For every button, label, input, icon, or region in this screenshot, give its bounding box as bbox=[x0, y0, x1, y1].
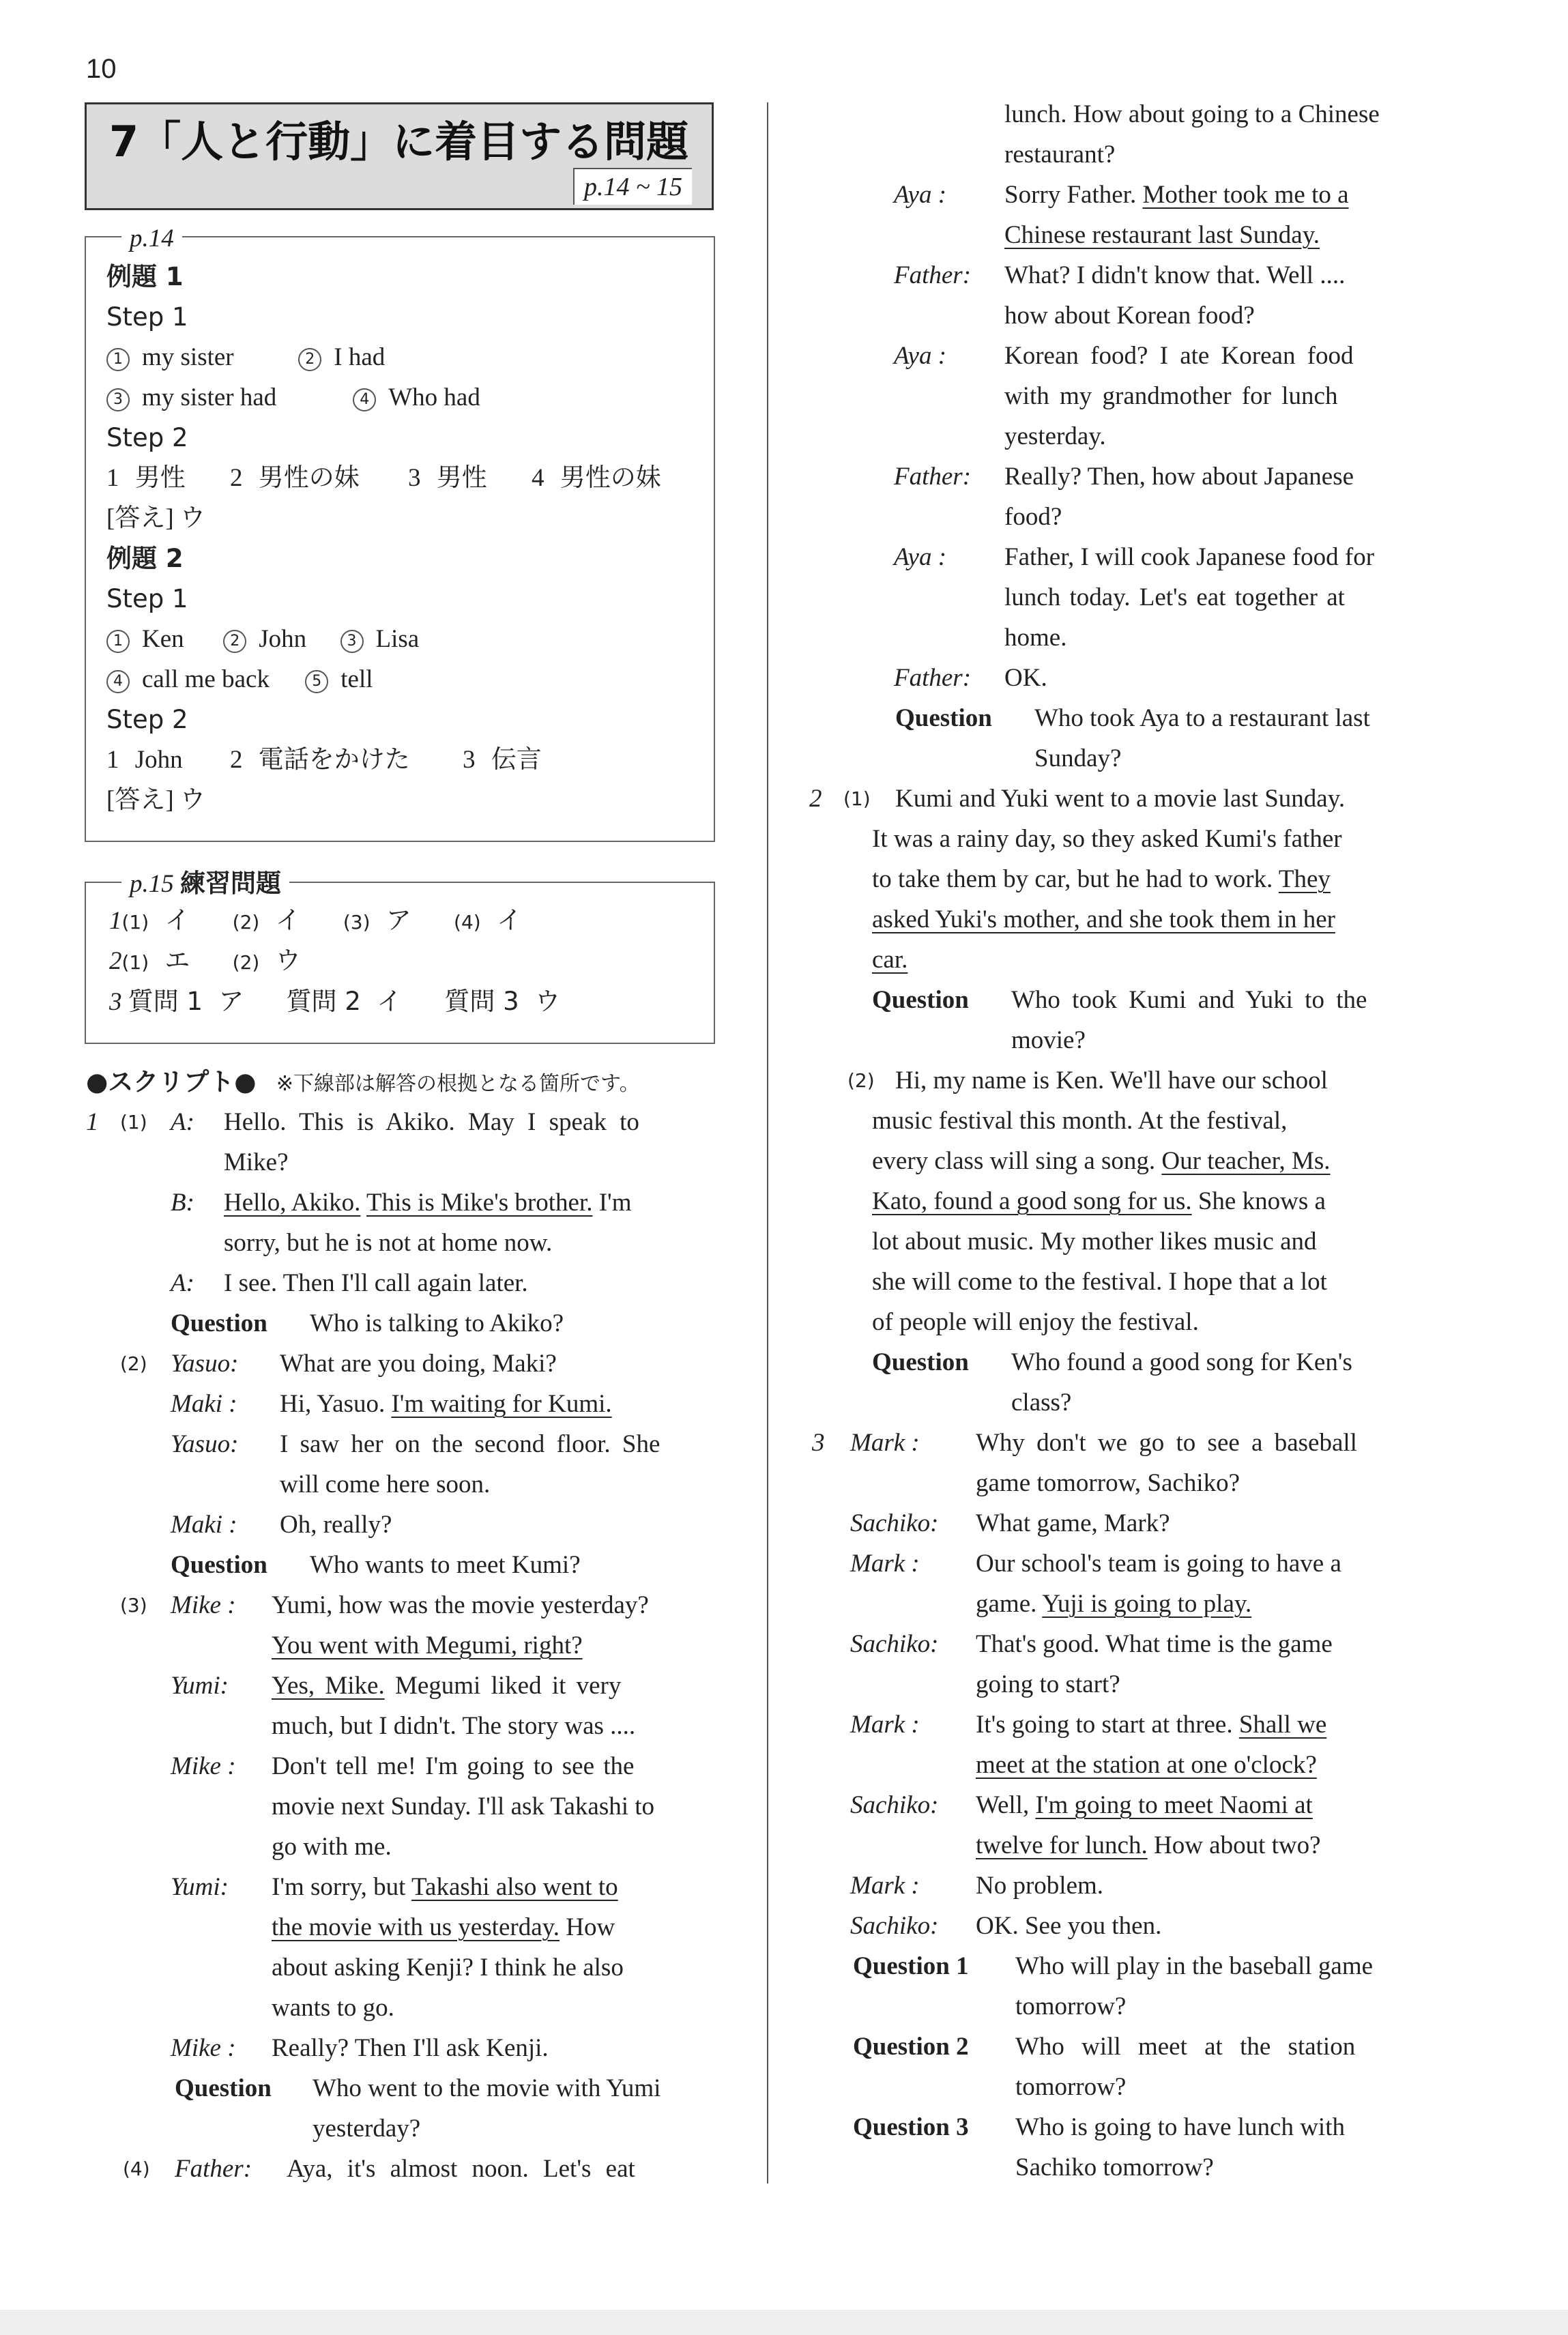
answer-text: イ bbox=[377, 988, 403, 1016]
box-label-page: p.15 bbox=[130, 870, 174, 898]
answer-text: I had bbox=[334, 343, 386, 371]
dialogue-line: Really? Then I'll ask Kenji. bbox=[272, 2034, 549, 2062]
dialogue-line: Aya, it's almost noon. Let's eat bbox=[287, 2155, 635, 2183]
q2-1-sub: (1) bbox=[843, 787, 871, 810]
speaker: Mark : bbox=[850, 1872, 920, 1900]
passage-line: Hi, my name is Ken. We'll have our school bbox=[895, 1067, 1328, 1094]
dialogue-line bbox=[1004, 175, 1349, 215]
passage-line bbox=[872, 1141, 1331, 1181]
answer-text: my sister had bbox=[142, 383, 277, 411]
passage-line: music festival this month. At the festival, bbox=[872, 1107, 1288, 1135]
answer-text: Lisa bbox=[375, 625, 420, 653]
speaker: Mark : bbox=[850, 1711, 920, 1739]
answer-text: 男性 bbox=[134, 464, 186, 492]
answer-text: 電話をかけた bbox=[258, 746, 410, 774]
question-text: class? bbox=[1011, 1389, 1072, 1417]
example-2-step-1: Step 1 bbox=[106, 584, 188, 613]
underlined-evidence: twelve for lunch. bbox=[976, 1831, 1148, 1859]
dialogue-line: food? bbox=[1004, 503, 1062, 531]
circled-number: 5 bbox=[305, 670, 328, 693]
item-number: 1 bbox=[106, 746, 119, 774]
underlined-evidence: Yuji is going to play. bbox=[1042, 1590, 1252, 1618]
speaker: Father: bbox=[894, 664, 972, 692]
item-number: 4 bbox=[532, 464, 545, 492]
question-text: Who took Kumi and Yuki to the bbox=[1011, 986, 1367, 1014]
question-text: Who is talking to Akiko? bbox=[310, 1309, 564, 1337]
underlined-evidence: You went with Megumi, right? bbox=[272, 1631, 583, 1659]
dialogue-line: sorry, but he is not at home now. bbox=[224, 1229, 553, 1257]
dialogue-line bbox=[976, 1705, 1326, 1745]
question-label: Question bbox=[895, 704, 992, 732]
underlined-evidence: meet at the station at one o'clock? bbox=[976, 1751, 1317, 1779]
dialogue-line bbox=[224, 1183, 631, 1223]
example-2-step-1-row-a bbox=[106, 619, 419, 659]
dialogue-line: yesterday. bbox=[1004, 422, 1106, 450]
item-number: 1 bbox=[106, 464, 119, 492]
circled-number: 2 bbox=[298, 348, 321, 371]
dialogue-text: I'm bbox=[598, 1189, 632, 1217]
example-2-title: 例題 2 bbox=[106, 544, 184, 573]
question-label: Question bbox=[171, 1551, 267, 1579]
example-1-step-2: Step 2 bbox=[106, 423, 188, 452]
speaker: Aya : bbox=[894, 342, 947, 370]
passage-text: to take them by car, but he had to work. bbox=[872, 865, 1273, 893]
dialogue-line: Our school's team is going to have a bbox=[976, 1550, 1341, 1578]
dialogue-text: Well, bbox=[976, 1791, 1030, 1819]
speaker: Aya : bbox=[894, 543, 947, 571]
sub-number: (1) bbox=[121, 911, 149, 933]
dialogue-line: OK. See you then. bbox=[976, 1912, 1162, 1940]
column-divider bbox=[767, 102, 768, 2184]
speaker: Yumi: bbox=[171, 1873, 229, 1901]
page-number: 10 bbox=[86, 54, 117, 84]
sub-number: (4) bbox=[454, 911, 481, 933]
speaker: Father: bbox=[894, 463, 972, 491]
dialogue-line bbox=[272, 1666, 621, 1706]
box-label-text: 練習問題 bbox=[180, 869, 281, 898]
question-text: tomorrow? bbox=[1015, 2073, 1127, 2101]
dialogue-line: about asking Kenji? I think he also bbox=[272, 1954, 624, 1982]
underlined-evidence: I'm waiting for Kumi. bbox=[391, 1390, 612, 1418]
speaker: A: bbox=[171, 1108, 194, 1136]
speaker: B: bbox=[171, 1189, 194, 1217]
underlined-evidence: Shall we bbox=[1238, 1711, 1327, 1739]
dialogue-line: Father, I will cook Japanese food for bbox=[1004, 543, 1375, 571]
box-label-p14: p.14 bbox=[121, 218, 182, 259]
question-label: 質問 2 bbox=[286, 987, 361, 1016]
underlined-evidence: asked Yuki's mother, and she took them in her bbox=[872, 905, 1335, 933]
answer-text: ア bbox=[386, 907, 411, 935]
dialogue-line: go with me. bbox=[272, 1833, 392, 1861]
example-2-step-2-row bbox=[106, 740, 542, 780]
circled-number: 1 bbox=[106, 630, 130, 653]
practice-row-3 bbox=[109, 981, 560, 1022]
item-number: 3 bbox=[109, 988, 122, 1016]
answer-text: call me back bbox=[142, 665, 270, 693]
dialogue-line bbox=[976, 1825, 1321, 1866]
dialogue-line bbox=[272, 1867, 618, 1907]
question-label: Question bbox=[872, 1348, 969, 1376]
example-1-step-1-row-b bbox=[106, 377, 480, 418]
dialogue-line bbox=[272, 1907, 615, 1947]
question-text: Sachiko tomorrow? bbox=[1015, 2153, 1214, 2181]
speaker: Mike : bbox=[171, 2034, 236, 2062]
underlined-evidence: Yes, Mike. bbox=[272, 1672, 385, 1700]
answer-text: tell bbox=[340, 665, 373, 693]
example-1-step-1: Step 1 bbox=[106, 302, 188, 332]
underlined-evidence: Kato, found a good song for us. bbox=[872, 1187, 1192, 1215]
dialogue-line: That's good. What time is the game bbox=[976, 1630, 1333, 1658]
answer-text: 伝言 bbox=[491, 746, 542, 774]
speaker: Yasuo: bbox=[171, 1430, 239, 1458]
circled-number: 4 bbox=[353, 388, 376, 411]
dialogue-line: lunch. How about going to a Chinese bbox=[1004, 100, 1380, 128]
script-title: ●スクリプト● bbox=[86, 1067, 257, 1097]
speaker: Father: bbox=[894, 261, 972, 289]
dialogue-line: wants to go. bbox=[272, 1994, 394, 2022]
q1-3-sub: (3) bbox=[120, 1594, 147, 1616]
circled-number: 1 bbox=[106, 348, 130, 371]
dialogue-line bbox=[976, 1785, 1313, 1825]
dialogue-line: how about Korean food? bbox=[1004, 302, 1255, 330]
question-label: Question 2 bbox=[853, 2033, 969, 2061]
dialogue-text: It's going to start at three. bbox=[976, 1711, 1233, 1739]
underlined-evidence: Chinese restaurant last Sunday. bbox=[1004, 221, 1320, 249]
dialogue-text: How bbox=[566, 1913, 615, 1941]
answer-text: Ken bbox=[142, 625, 184, 653]
sub-number: (1) bbox=[121, 951, 149, 974]
sub-number: (2) bbox=[232, 911, 260, 933]
dialogue-line: Why don't we go to see a baseball bbox=[976, 1429, 1357, 1457]
question-label: Question 1 bbox=[853, 1952, 969, 1980]
title-page-range: p.14 ~ 15 bbox=[573, 168, 692, 205]
answer-text: 男性の妹 bbox=[258, 464, 360, 492]
question-text: Who is going to have lunch with bbox=[1015, 2113, 1345, 2141]
page-title: 7「人と行動」に着目する問題 bbox=[109, 117, 689, 166]
answer-text: エ bbox=[164, 947, 190, 975]
dialogue-text: Hi, Yasuo. bbox=[280, 1390, 386, 1418]
item-number: 2 bbox=[230, 746, 243, 774]
dialogue-line: will come here soon. bbox=[280, 1470, 491, 1498]
dialogue-line: Yumi, how was the movie yesterday? bbox=[272, 1591, 649, 1619]
dialogue-line: I saw her on the second floor. She bbox=[280, 1430, 660, 1458]
circled-number: 3 bbox=[106, 388, 130, 411]
dialogue-line: Hello. This is Akiko. May I speak to bbox=[224, 1108, 639, 1136]
question-text: Who went to the movie with Yumi bbox=[313, 2074, 661, 2102]
speaker: Sachiko: bbox=[850, 1509, 939, 1537]
speaker: Yasuo: bbox=[171, 1350, 239, 1378]
practice-row-2 bbox=[109, 941, 301, 983]
dialogue-line: home. bbox=[1004, 624, 1067, 652]
speaker: Mike : bbox=[171, 1591, 236, 1619]
box-label-p15 bbox=[121, 863, 289, 904]
dialogue-text: Sorry Father. bbox=[1004, 181, 1137, 209]
answer-text: イ bbox=[275, 907, 301, 935]
passage-line: It was a rainy day, so they asked Kumi's father bbox=[872, 825, 1342, 853]
script-header bbox=[86, 1062, 640, 1104]
dialogue-line: movie next Sunday. I'll ask Takashi to bbox=[272, 1793, 655, 1821]
question-text: yesterday? bbox=[313, 2115, 421, 2143]
answer-text: my sister bbox=[142, 343, 234, 371]
dialogue-line: What game, Mark? bbox=[976, 1509, 1170, 1537]
answer-text: Who had bbox=[388, 383, 480, 411]
sub-number: (3) bbox=[343, 911, 371, 933]
answer-text: ア bbox=[218, 988, 244, 1016]
dialogue-line: Mike? bbox=[224, 1148, 289, 1176]
item-number: 1 bbox=[109, 907, 122, 935]
script-note: ※下線部は解答の根拠となる箇所です。 bbox=[276, 1072, 640, 1096]
dialogue-line: Oh, really? bbox=[280, 1511, 392, 1539]
q2-number: 2 bbox=[809, 785, 822, 813]
passage-line: she will come to the festival. I hope that a lot bbox=[872, 1268, 1327, 1296]
dialogue-line bbox=[280, 1384, 612, 1424]
answer-text: 男性の妹 bbox=[560, 464, 661, 492]
dialogue-line: I see. Then I'll call again later. bbox=[224, 1269, 528, 1297]
speaker: Father: bbox=[175, 2155, 252, 2183]
example-1-answer: [答え] ウ bbox=[106, 504, 205, 532]
answer-text: John bbox=[134, 746, 183, 774]
answer-text: ウ bbox=[534, 988, 560, 1016]
speaker: Yumi: bbox=[171, 1672, 229, 1700]
underlined-evidence: This is Mike's brother. bbox=[366, 1189, 593, 1217]
example-1-step-2-row bbox=[106, 458, 661, 498]
passage-line: lot about music. My mother likes music and bbox=[872, 1228, 1317, 1256]
answer-text: ウ bbox=[275, 947, 301, 975]
answer-text: John bbox=[259, 625, 307, 653]
speaker: Sachiko: bbox=[850, 1630, 939, 1658]
underlined-evidence: Mother took me to a bbox=[1142, 181, 1349, 209]
dialogue-line: OK. bbox=[1004, 664, 1047, 692]
example-1-title: 例題 1 bbox=[106, 262, 184, 291]
item-number: 2 bbox=[109, 947, 122, 975]
item-number: 2 bbox=[230, 464, 243, 492]
q1-1-sub: (1) bbox=[120, 1111, 147, 1133]
question-text: Who found a good song for Ken's bbox=[1011, 1348, 1352, 1376]
underlined-evidence: Our teacher, Ms. bbox=[1161, 1147, 1331, 1175]
passage-text: She knows a bbox=[1197, 1187, 1326, 1215]
speaker: Sachiko: bbox=[850, 1912, 939, 1940]
dialogue-text: How about two? bbox=[1153, 1831, 1321, 1859]
dialogue-line: What are you doing, Maki? bbox=[280, 1350, 557, 1378]
dialogue-line: with my grandmother for lunch bbox=[1004, 382, 1338, 410]
circled-number: 3 bbox=[340, 630, 364, 653]
underlined-evidence: car. bbox=[872, 946, 908, 974]
question-text: tomorrow? bbox=[1015, 1992, 1127, 2020]
q3-number: 3 bbox=[812, 1429, 825, 1457]
underlined-evidence: Takashi also went to bbox=[411, 1873, 618, 1901]
page-bottom-edge bbox=[0, 2310, 1568, 2335]
question-label: Question 3 bbox=[853, 2113, 969, 2141]
q1-4-sub: (4) bbox=[123, 2158, 150, 2180]
passage-line bbox=[872, 1181, 1326, 1221]
q1-number: 1 bbox=[86, 1108, 99, 1136]
dialogue-text: game. bbox=[976, 1590, 1037, 1618]
q1-2-sub: (2) bbox=[120, 1352, 147, 1375]
question-label: 質問 3 bbox=[444, 987, 519, 1016]
passage-line bbox=[872, 859, 1331, 899]
q2-2-sub: (2) bbox=[847, 1069, 875, 1092]
speaker: A: bbox=[171, 1269, 194, 1297]
dialogue-line: Korean food? I ate Korean food bbox=[1004, 342, 1354, 370]
underlined-evidence: They bbox=[1278, 865, 1331, 893]
speaker: Mark : bbox=[850, 1429, 920, 1457]
dialogue-line: No problem. bbox=[976, 1872, 1104, 1900]
question-label: Question bbox=[171, 1309, 267, 1337]
dialogue-line: going to start? bbox=[976, 1670, 1120, 1698]
speaker: Mike : bbox=[171, 1752, 236, 1780]
passage-line: Kumi and Yuki went to a movie last Sunday. bbox=[895, 785, 1346, 813]
dialogue-text: Megumi liked it very bbox=[394, 1672, 622, 1700]
speaker: Aya : bbox=[894, 181, 947, 209]
answer-text: イ bbox=[164, 907, 190, 935]
question-text: movie? bbox=[1011, 1026, 1086, 1054]
question-text: Who took Aya to a restaurant last bbox=[1034, 704, 1370, 732]
item-number: 3 bbox=[463, 746, 476, 774]
question-text: Who will meet at the station bbox=[1015, 2033, 1356, 2061]
sub-number: (2) bbox=[232, 951, 260, 974]
dialogue-line: restaurant? bbox=[1004, 141, 1116, 169]
example-2-step-1-row-b bbox=[106, 659, 373, 699]
question-text: Who wants to meet Kumi? bbox=[310, 1551, 581, 1579]
speaker: Maki : bbox=[171, 1511, 237, 1539]
question-text: Sunday? bbox=[1034, 744, 1122, 772]
answer-text: 男性 bbox=[436, 464, 487, 492]
example-2-step-2: Step 2 bbox=[106, 705, 188, 734]
underlined-evidence: I'm going to meet Naomi at bbox=[1035, 1791, 1313, 1819]
dialogue-line: lunch today. Let's eat together at bbox=[1004, 583, 1345, 611]
question-label: Question bbox=[872, 986, 969, 1014]
example-1-step-1-row-a bbox=[106, 337, 385, 377]
question-label: Question bbox=[175, 2074, 272, 2102]
item-number: 3 bbox=[408, 464, 421, 492]
dialogue-line: game tomorrow, Sachiko? bbox=[976, 1469, 1240, 1497]
practice-row-1 bbox=[109, 901, 522, 942]
dialogue-line: much, but I didn't. The story was .... bbox=[272, 1712, 636, 1740]
circled-number: 4 bbox=[106, 670, 130, 693]
speaker: Mark : bbox=[850, 1550, 920, 1578]
underlined-evidence: Hello, Akiko. bbox=[224, 1189, 361, 1217]
dialogue-line: What? I didn't know that. Well .... bbox=[1004, 261, 1346, 289]
circled-number: 2 bbox=[223, 630, 246, 653]
dialogue-line: Really? Then, how about Japanese bbox=[1004, 463, 1354, 491]
question-text: Who will play in the baseball game bbox=[1015, 1952, 1374, 1980]
example-2-answer: [答え] ウ bbox=[106, 786, 205, 814]
speaker: Sachiko: bbox=[850, 1791, 939, 1819]
speaker: Maki : bbox=[171, 1390, 237, 1418]
underlined-evidence: the movie with us yesterday. bbox=[272, 1913, 560, 1941]
dialogue-line bbox=[976, 1584, 1251, 1624]
passage-text: every class will sing a song. bbox=[872, 1147, 1156, 1175]
answer-text: イ bbox=[496, 907, 522, 935]
passage-line: of people will enjoy the festival. bbox=[872, 1308, 1199, 1336]
question-label: 質問 1 bbox=[128, 987, 203, 1016]
dialogue-line: Don't tell me! I'm going to see the bbox=[272, 1752, 635, 1780]
dialogue-text: I'm sorry, but bbox=[272, 1873, 406, 1901]
